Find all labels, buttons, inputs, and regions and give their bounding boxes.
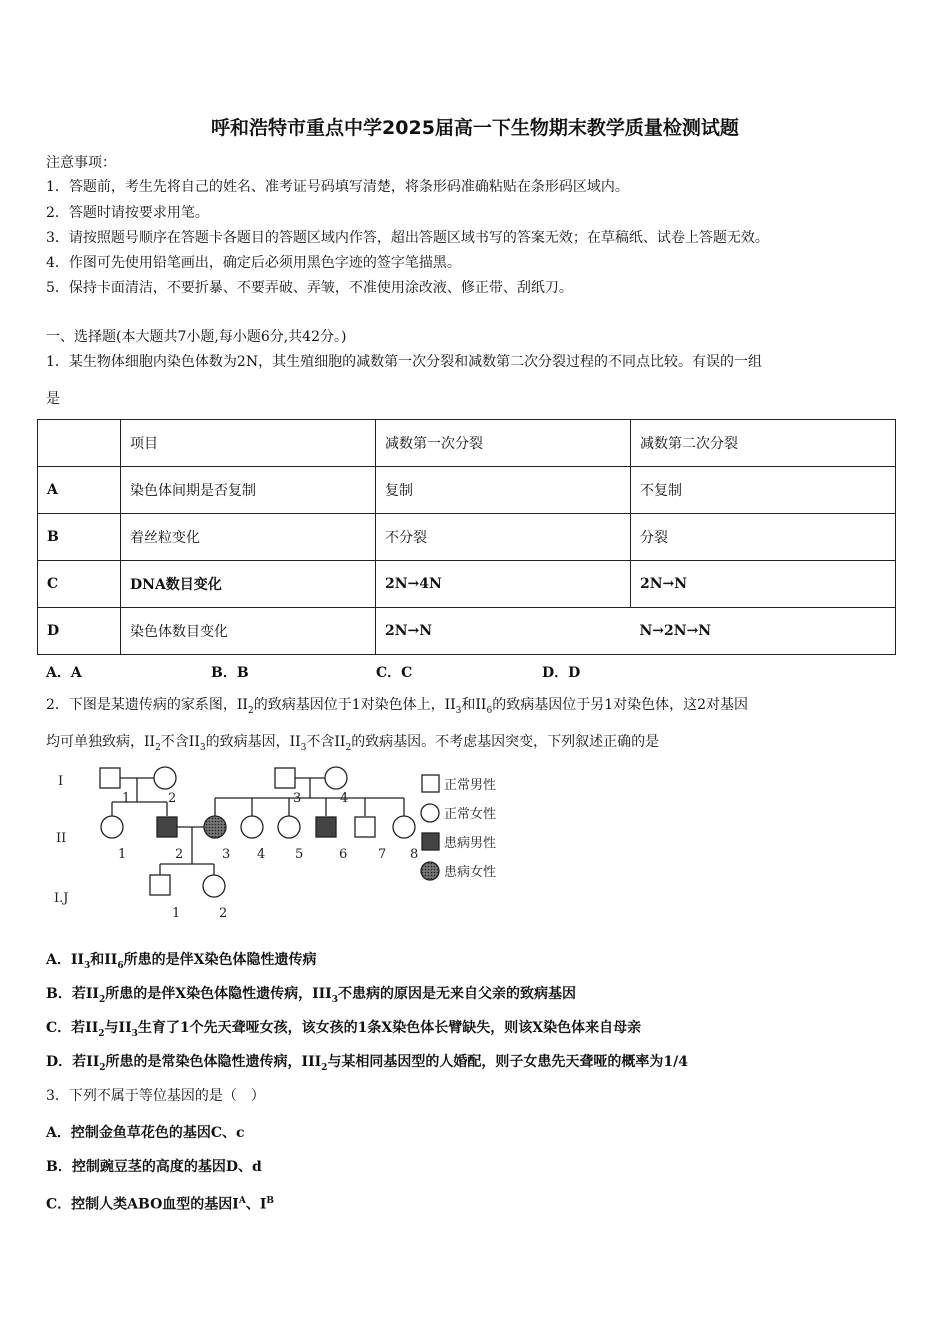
affected-male-symbol: [316, 817, 336, 837]
legend-label: 患病女性: [444, 865, 497, 880]
table-row: [38, 561, 896, 608]
legend-normal-male-icon: [422, 775, 439, 792]
table-cell: 染色体数目变化: [121, 608, 376, 655]
individual-number: 4: [257, 847, 266, 862]
question-3-stem: 3．下列不属于等位基因的是（ ）: [46, 1088, 265, 1104]
legend-normal-female-icon: [421, 804, 439, 822]
table-cell: 不复制: [631, 467, 896, 514]
normal-female-symbol: [154, 767, 176, 789]
table-row: [38, 514, 896, 561]
option-a: A．A: [46, 665, 82, 681]
affected-male-symbol: [157, 817, 177, 837]
table-cell: 2N→N: [631, 561, 896, 608]
table-cell: 2N→4N: [376, 561, 631, 608]
generation-label: I.J: [54, 891, 69, 906]
question-1-stem-cont: 是: [46, 391, 60, 407]
q3-option-a: A．控制金鱼草花色的基因C、c: [46, 1125, 245, 1141]
legend-affected-male-icon: [422, 833, 439, 850]
table-cell: N→2N→N: [631, 608, 896, 655]
table-cell: 染色体间期是否复制: [121, 467, 376, 514]
normal-male-symbol: [355, 817, 375, 837]
table-header: 减数第二次分裂: [631, 420, 896, 467]
q2-option-d: D．若$II_2$所患的是常染色体隐性遗传病，$III_2$与某相同基因型的人婚配，则子女患先天聋哑的概率为1/4: [46, 1054, 689, 1073]
notice-item: 4．作图可先使用铅笔画出，确定后必须用黑色字迹的签字笔描黑。: [46, 255, 461, 271]
individual-number: 4: [340, 791, 349, 806]
q3-option-b: B．控制豌豆茎的高度的基因D、d: [46, 1159, 262, 1175]
normal-female-symbol: [325, 767, 347, 789]
individual-number: 2: [168, 791, 177, 806]
table-header-row: [38, 420, 896, 467]
individual-number: 2: [175, 847, 184, 862]
legend-label: 正常女性: [444, 807, 497, 822]
notice-item: 5．保持卡面清洁，不要折暴、不要弄破、弄皱，不准使用涂改液、修正带、刮纸刀。: [46, 280, 573, 296]
normal-female-symbol: [241, 816, 263, 838]
generation-label: II: [56, 831, 67, 846]
notice-heading: 注意事项：: [46, 155, 116, 171]
individual-number: 2: [219, 906, 228, 921]
table-header: 减数第一次分裂: [376, 420, 631, 467]
table-cell: 复制: [376, 467, 631, 514]
table-cell: 着丝粒变化: [121, 514, 376, 561]
option-b: B．B: [211, 665, 249, 681]
individual-number: 1: [118, 847, 127, 862]
question-2-stem: 2．下图是某遗传病的家系图，$II_2$的致病基因位于1对染色体上，$II_3$和$II_6$的致病基因位于另1对染色体，这2对基因: [46, 697, 749, 716]
normal-female-symbol: [393, 816, 415, 838]
normal-male-symbol: [275, 768, 295, 788]
notice-item: 2．答题时请按要求用笔。: [46, 205, 209, 221]
question-2-stem-cont: 均可单独致病，$II_2$不含$II_3$的致病基因，$II_3$不含$II_2$的致病基因。不考虑基因突变，下列叙述正确的是: [46, 734, 660, 753]
pedigree-diagram: [40, 760, 560, 930]
affected-female-symbol: [204, 816, 226, 838]
page-title: 呼和浩特市重点中学2025届高一下生物期末教学质量检测试题: [211, 117, 739, 139]
individual-number: 5: [295, 847, 304, 862]
table-header: 项目: [121, 420, 376, 467]
legend-label: 患病男性: [444, 836, 497, 851]
question-1-stem: 1．某生物体细胞内染色体数为2N，其生殖细胞的减数第一次分裂和减数第二次分裂过程的不同点比较。有误的一组: [46, 354, 763, 370]
notice-item: 3．请按照题号顺序在答题卡各题目的答题区域内作答，超出答题区域书写的答案无效；在草稿纸、试卷上答题无效。: [46, 230, 769, 246]
table-cell: B: [38, 514, 121, 561]
individual-number: 1: [172, 906, 181, 921]
q2-option-a: A．$II_3$和$II_6$所患的是伴X染色体隐性遗传病: [46, 952, 317, 971]
individual-number: 1: [122, 791, 131, 806]
legend-label: 正常男性: [444, 778, 497, 793]
q2-option-b: B．若$II_2$所患的是伴X染色体隐性遗传病，$III_3$不患病的原因是无来自父亲的致病基因: [46, 986, 576, 1005]
normal-female-symbol: [101, 816, 123, 838]
normal-female-symbol: [203, 875, 225, 897]
legend-affected-female-icon: [421, 862, 439, 880]
table-cell: D: [38, 608, 121, 655]
table-cell: [38, 420, 121, 467]
q3-option-c: C．控制人类ABO血型的基因$I^A$、$I^B$: [46, 1196, 274, 1213]
table-cell: 分裂: [631, 514, 896, 561]
table-row: [38, 608, 896, 655]
generation-label: I: [58, 774, 64, 789]
table-row: [38, 467, 896, 514]
q2-option-c: C．若$II_2$与$II_3$生育了1个先天聋哑女孩，该女孩的1条X染色体长臂缺失，则该X染色体来自母亲: [46, 1020, 642, 1039]
individual-number: 7: [378, 847, 387, 862]
table-cell: DNA数目变化: [121, 561, 376, 608]
normal-female-symbol: [278, 816, 300, 838]
individual-number: 8: [410, 847, 419, 862]
notice-item: 1．答题前，考生先将自己的姓名、准考证号码填写清楚，将条形码准确粘贴在条形码区域内。: [46, 179, 629, 195]
section-heading: 一、选择题(本大题共7小题,每小题6分,共42分。): [46, 329, 347, 345]
option-c: C．C: [376, 665, 413, 681]
individual-number: 6: [339, 847, 348, 862]
normal-male-symbol: [100, 768, 120, 788]
table-cell: 2N→N: [376, 608, 631, 655]
table-cell: C: [38, 561, 121, 608]
option-d: D．D: [542, 665, 581, 681]
individual-number: 3: [293, 791, 302, 806]
individual-number: 3: [222, 847, 231, 862]
normal-male-symbol: [150, 875, 170, 895]
table-cell: A: [38, 467, 121, 514]
comparison-table: [37, 419, 896, 655]
table-cell: 不分裂: [376, 514, 631, 561]
